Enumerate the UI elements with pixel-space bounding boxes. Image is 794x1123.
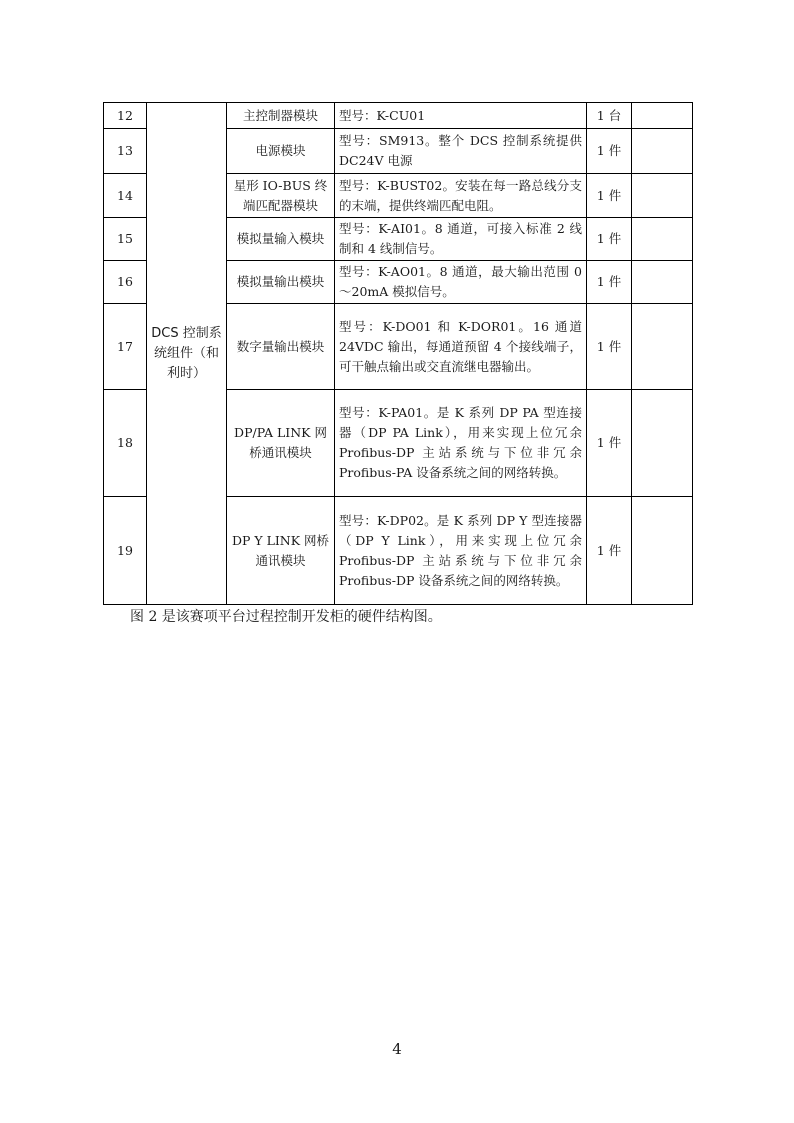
module-name: 电源模块 (227, 129, 335, 174)
equipment-table (103, 102, 693, 605)
module-name: DP/PA LINK 网桥通讯模块 (227, 390, 335, 497)
module-note (632, 261, 693, 304)
module-note (632, 103, 693, 129)
group-label: DCS 控制系统组件（和利时） (147, 103, 227, 605)
module-name: 主控制器模块 (227, 103, 335, 129)
module-quantity: 1 件 (587, 261, 632, 304)
row-number: 14 (104, 174, 147, 218)
module-quantity: 1 件 (587, 304, 632, 390)
module-name: 模拟量输出模块 (227, 261, 335, 304)
module-quantity: 1 台 (587, 103, 632, 129)
module-quantity: 1 件 (587, 497, 632, 605)
module-name: 数字量输出模块 (227, 304, 335, 390)
module-description: 型号：K-DO01 和 K-DOR01。16 通道 24VDC 输出，每通道预留 4 个接线端子，可干触点输出或交直流继电器输出。 (335, 304, 587, 390)
module-note (632, 497, 693, 605)
module-name: 星形 IO-BUS 终端匹配器模块 (227, 174, 335, 218)
module-note (632, 390, 693, 497)
module-description: 型号：K-BUST02。安装在每一路总线分支的末端，提供终端匹配电阻。 (335, 174, 587, 218)
row-number: 18 (104, 390, 147, 497)
row-number: 19 (104, 497, 147, 605)
module-quantity: 1 件 (587, 218, 632, 261)
module-description: 型号：K-AI01。8 通道，可接入标准 2 线制和 4 线制信号。 (335, 218, 587, 261)
module-name: 模拟量输入模块 (227, 218, 335, 261)
figure-caption: 图 2 是该赛项平台过程控制开发柜的硬件结构图。 (130, 609, 442, 625)
module-note (632, 129, 693, 174)
module-name: DP Y LINK 网桥通讯模块 (227, 497, 335, 605)
row-number: 17 (104, 304, 147, 390)
module-description: 型号：K-AO01。8 通道，最大输出范围 0～20mA 模拟信号。 (335, 261, 587, 304)
module-note (632, 174, 693, 218)
module-description: 型号：K-CU01 (335, 103, 587, 129)
row-number: 13 (104, 129, 147, 174)
row-number: 15 (104, 218, 147, 261)
module-description: 型号：K-DP02。是 K 系列 DP Y 型连接器（DP Y Link），用来实现上位冗余 Profibus-DP 主站系统与下位非冗余 Profibus-DP 设备系统之间的网络转换。 (335, 497, 587, 605)
module-description: 型号：K-PA01。是 K 系列 DP PA 型连接器（DP PA Link），用来实现上位冗余 Profibus-DP 主站系统与下位非冗余 Profibus-PA 设备系统之间的网络转换。 (335, 390, 587, 497)
module-quantity: 1 件 (587, 390, 632, 497)
module-note (632, 218, 693, 261)
module-quantity: 1 件 (587, 174, 632, 218)
table-row (104, 103, 693, 129)
module-description: 型号：SM913。整个 DCS 控制系统提供 DC24V 电源 (335, 129, 587, 174)
row-number: 16 (104, 261, 147, 304)
page-number: 4 (392, 1040, 402, 1058)
row-number: 12 (104, 103, 147, 129)
module-quantity: 1 件 (587, 129, 632, 174)
module-note (632, 304, 693, 390)
